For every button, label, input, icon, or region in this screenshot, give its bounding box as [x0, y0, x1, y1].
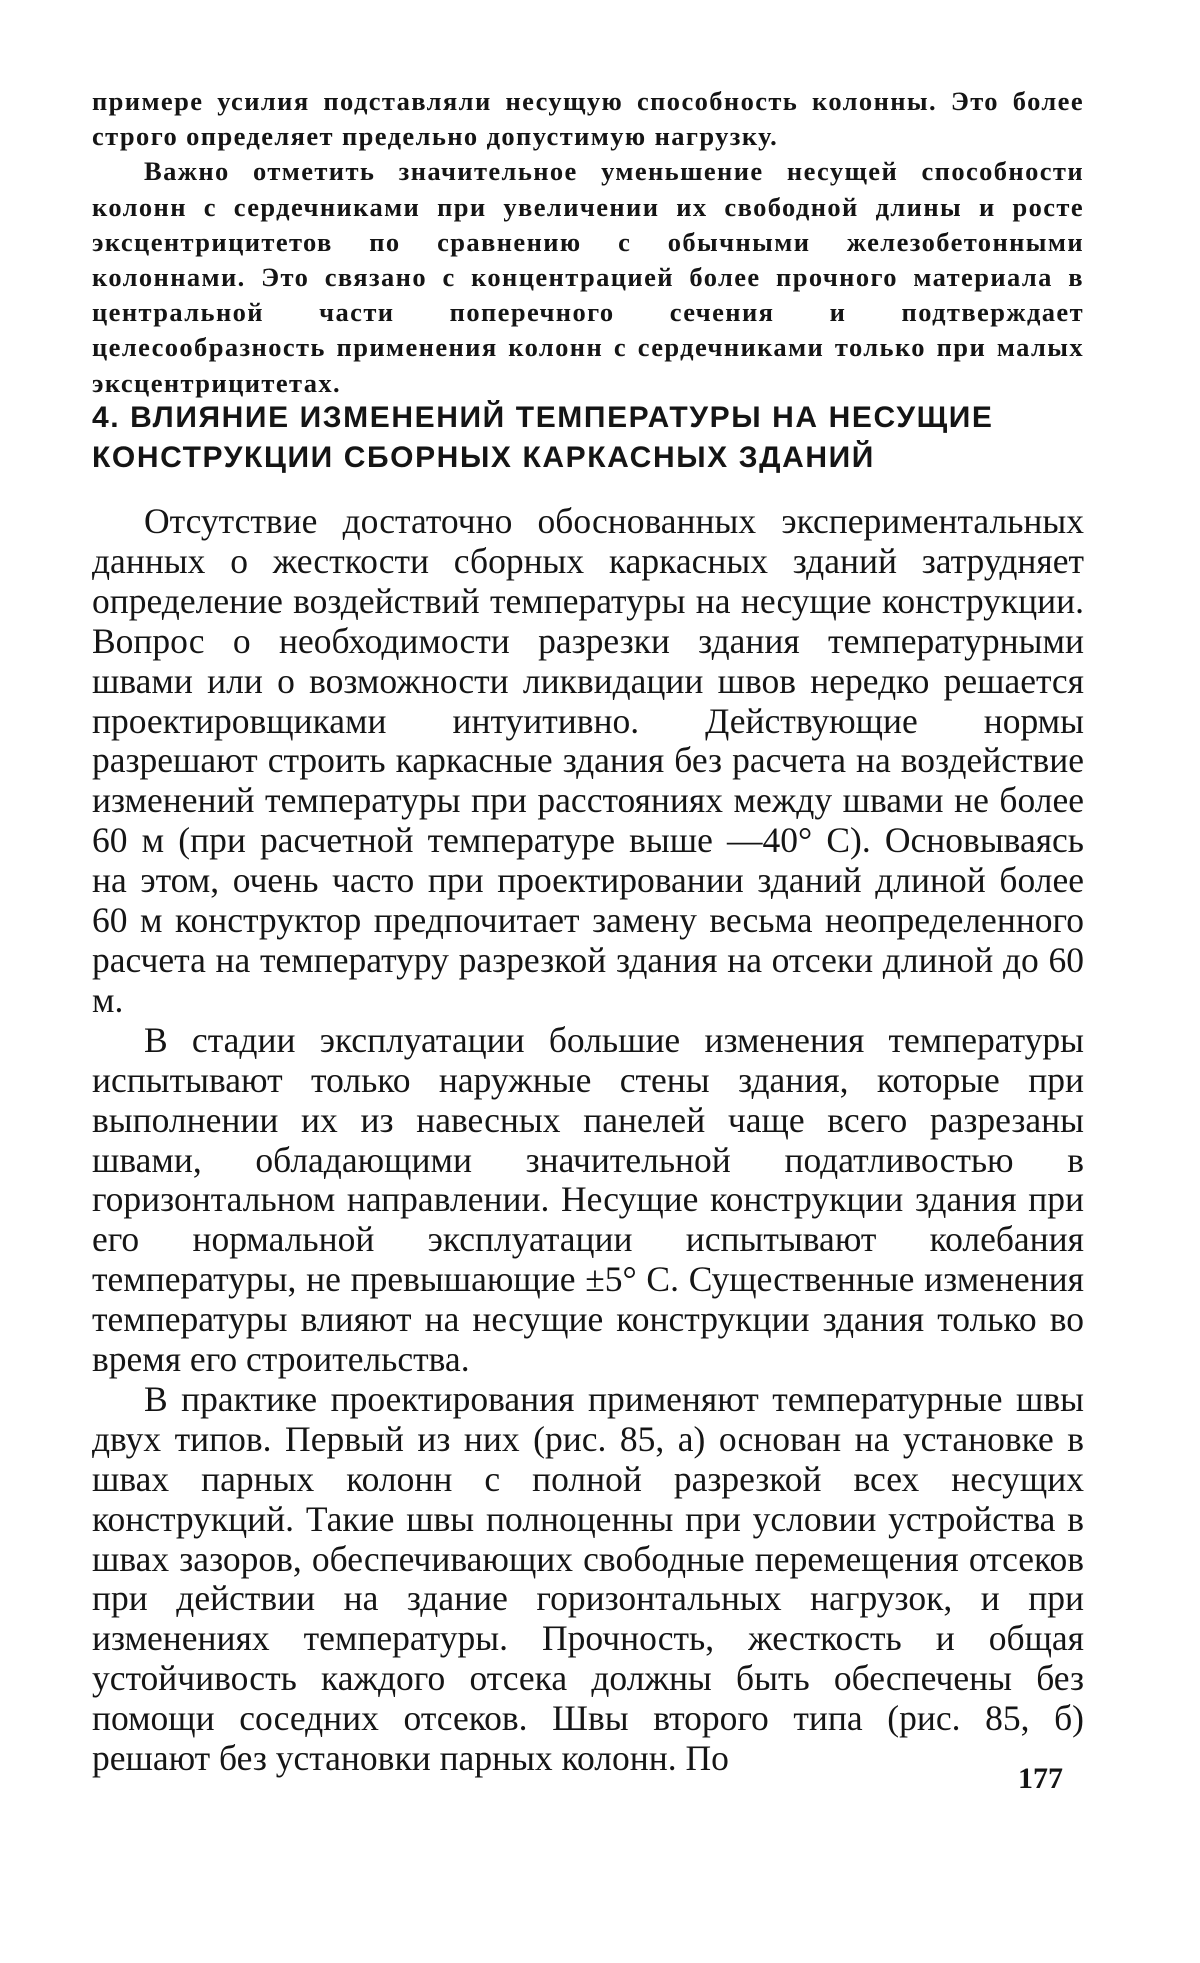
top-paragraph-continued: примере усилия подставляли несущую способность колонны. Это более строго определяет предельно допустимую нагрузку. [92, 86, 1084, 152]
section-body [92, 502, 1084, 1779]
section-heading-line-2: КОНСТРУКЦИИ СБОРНЫХ КАРКАСНЫХ ЗДАНИЙ [92, 441, 875, 474]
section-heading-line-1: 4. ВЛИЯНИЕ ИЗМЕНЕНИЙ ТЕМПЕРАТУРЫ НА НЕСУЩИЕ [92, 401, 994, 434]
body-paragraph-2: В стадии эксплуатации большие изменения температуры испытывают только наружные стены здания, которые при выполнении их из навесных панелей чаще всего разрезаны швами, обладающими значительной податливостью в горизонтальном направлении. Несущие конструкции здания при его нормальной эксплуатации испытывают колебания температуры, не превышающие ±5° С. Существенные изменения температуры влияют на несущие конструкции здания только во время его строительства. [92, 1019, 1084, 1380]
top-paragraph-note: Важно отметить значительное уменьшение несущей способности колонн с сердечниками при увеличении их свободной длины и росте эксцентрицитетов по сравнению с обычными железобетонными колоннами. Это связано с концентрацией более прочного материала в центральной части поперечного сечения и подтверждает целесообразность применения колонн с сердечниками только при малых эксцентрицитетах. [92, 156, 1084, 398]
top-text-block [92, 84, 1084, 401]
body-paragraph-1: Отсутствие достаточно обоснованных экспериментальных данных о жесткости сборных каркасных зданий затрудняет определение воздействий температуры на несущие конструкции. Вопрос о необходимости разрезки здания температурными швами или о возможности ликвидации швов нередко решается проектировщиками интуитивно. Действующие нормы разрешают строить каркасные здания без расчета на воздействие изменений температуры при расстояниях между швами не более 60 м (при расчетной температуре выше —40° С). Основываясь на этом, очень часто при проектировании зданий длиной более 60 м конструктор предпочитает замену весьма неопределенного расчета на температуру разрезкой здания на отсеки длиной до 60 м. [92, 501, 1084, 1020]
section-heading [92, 398, 1084, 478]
body-paragraph-3: В практике проектирования применяют температурные швы двух типов. Первый из них (рис. 85, а) основан на установке в швах парных колонн с полной разрезкой всех несущих конструкций. Такие швы полноценны при условии устройства в швах зазоров, обеспечивающих свободные перемещения отсеков при действии на здание горизонтальных нагрузок, и при изменениях температуры. Прочность, жесткость и общая устойчивость каждого отсека должны быть обеспечены без помощи соседних отсеков. Швы второго типа (рис. 85, б) решают без установки парных колонн. По [92, 1378, 1084, 1779]
page-number: 177 [1018, 1762, 1063, 1795]
